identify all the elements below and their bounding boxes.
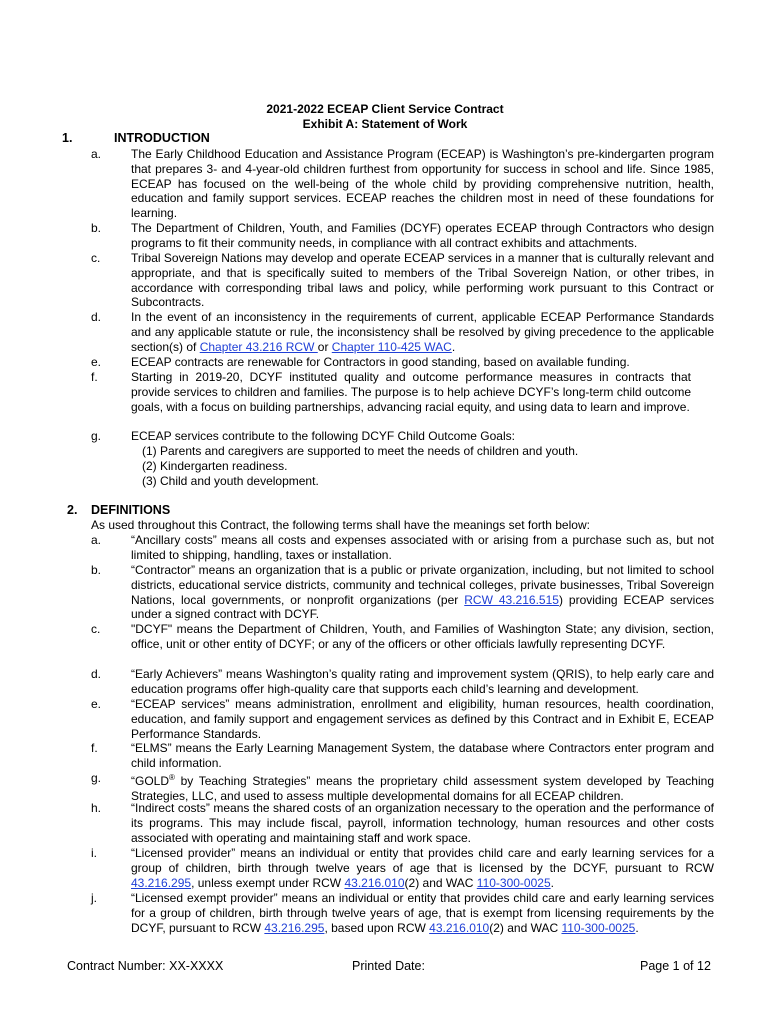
registered-mark: ® [169,773,175,782]
section-title: DEFINITIONS [91,503,171,517]
link-rcw-43-216-010[interactable]: 43.216.010 [344,875,405,890]
list-subitem: (1) Parents and caregivers are supported to meet the needs of children and youth. [142,444,579,458]
link-wac-110-300-0025[interactable]: 110-300-0025 [476,875,551,890]
section-number: 1. [62,131,73,145]
link-wac-110-300-0025[interactable]: 110-300-0025 [561,920,636,935]
link-rcw-43-216-010[interactable]: 43.216.010 [429,920,490,935]
footer-page-number: Page 1 of 12 [640,959,711,973]
link-chapter-110-425-wac[interactable]: Chapter 110-425 WAC [331,339,452,354]
section-number: 2. [67,503,78,517]
list-subitem: (3) Child and youth development. [142,474,319,488]
list-subitem: (2) Kindergarten readiness. [142,459,288,473]
link-rcw-43-216-295[interactable]: 43.216.295 [131,875,192,890]
link-rcw-43-216-515[interactable]: RCW 43.216.515 [464,592,559,607]
document-subtitle: Exhibit A: Statement of Work [302,117,468,131]
document-title: 2021-2022 ECEAP Client Service Contract [266,102,504,116]
link-chapter-43-216-rcw[interactable]: Chapter 43.216 RCW [199,339,318,354]
section-title: INTRODUCTION [114,131,210,145]
link-rcw-43-216-295[interactable]: 43.216.295 [264,920,325,935]
document-page: 2021-2022 ECEAP Client Service Contract Exhibit A: Statement of Work 1. INTRODUCTION a. The Early Childhood Education and Assistance Program (ECEAP) is Washington’s pre-kindergarten program that prepares 3- and 4-year-old children furthest from opportunity for success in school and life. Since 1985, ECEAP has focused on the well-being of the whole child by providing comprehensive nutrition, health, education and family support services. ECEAP reaches the children most in need of these foundations for learning. b. The Department of Children, Youth, and Families (DCYF) operates ECEAP through Contractors who design programs to fit their community needs, in compliance with all contract exhibits and attachments. c. Tribal Sovereign Nations may develop and operate ECEAP services in a manner that is culturally relevant and appropriate, and that is specifically suited to members of the Tribal Sovereign Nation, or other tribes, in accordance with corresponding tribal laws and policy, while performing work pursuant to this Contract or Subcontracts. d. In the event of an inconsistency in the requirements of current, applicable ECEAP Performance Standards and any applicable statute or rule, the inconsistency shall be resolved by giving precedence to the applicable section(s) of Chapter 43.216 RCW or Chapter 110-425 WAC. e. ECEAP contracts are renewable for Contractors in good standing, based on available funding. f. Starting in 2019-20, DCYF instituted quality and outcome performance measures in contracts that provide services to children and families. The purpose is to help achieve DCYF’s long-term child outcome goals, with a focus on building partnerships, advancing racial equity, and using data to learn and improve. g. ECEAP services contribute to the following DCYF Child Outcome Goals: (1) Parents and caregivers are supported to meet the needs of children and youth. (2) Kindergarten readiness. (3) Child and youth development. 2. DEFINITIONS As used throughout this Contract, the following terms shall have the meanings set forth below: a. “Ancillary costs” means all costs and expenses associated with or arising from a purchase such as, but not limited to shipping, handling, taxes or installation. b. “Contractor” means an organization that is a public or private organization, including, but not limited to school districts, educational service districts, community and technical colleges, private businesses, Tribal Sovereign Nations, local governments, or nonprofit organizations (per RCW 43.216.515) providing ECEAP services under a signed contract with DCYF. c. "DCYF" means the Department of Children, Youth, and Families of Washington State; any division, section, office, unit or other entity of DCYF; or any of the officers or other officials lawfully representing DCYF. d. “Early Achievers” means Washington’s quality rating and improvement system (QRIS), to help early care and education programs offer high-quality care that supports each child’s learning and development. e. “ECEAP services” means administration, enrollment and eligibility, human resources, health coordination, education, and family support and engagement services as defined by this Contract and in Exhibit E, ECEAP Performance Standards. f. “ELMS” means the Early Learning Management System, the database where Contractors enter program and child information. g. “GOLD® by Teaching Strategies” means the proprietary child assessment system developed by Teaching Strategies, LLC, and used to assess multiple developmental domains for all ECEAP children. h. “Indirect costs” means the shared costs of an organization necessary to the operation and the performance of its programs. This may include fiscal, payroll, information technology, human resources and other costs associated with operating and maintaining staff and work space. i. “Licensed provider” means an individual or entity that provides child care and early learning services for a group of children, birth through twelve years of age that is licensed by the DCYF, pursuant to RCW 43.216.295, unless exempt under RCW 43.216.010(2) and WAC 110-300-0025. j. “Licensed exempt provider” means an individual or entity that provides child care and early learning services for a group of children, birth through twelve years of age, that is exempt from licensing requirements by the DCYF, pursuant to RCW 43.216.295, based upon RCW 43.216.010(2) and WAC 110-300-0025. Contract Number: XX-XXXX Printed Date: Page 1 of 12 [0,0,770,1024]
definitions-intro: As used throughout this Contract, the following terms shall have the meanings set forth below: [91,518,590,532]
footer-printed-date: Printed Date: [352,959,425,973]
footer-contract-number: Contract Number: XX-XXXX [67,959,224,973]
